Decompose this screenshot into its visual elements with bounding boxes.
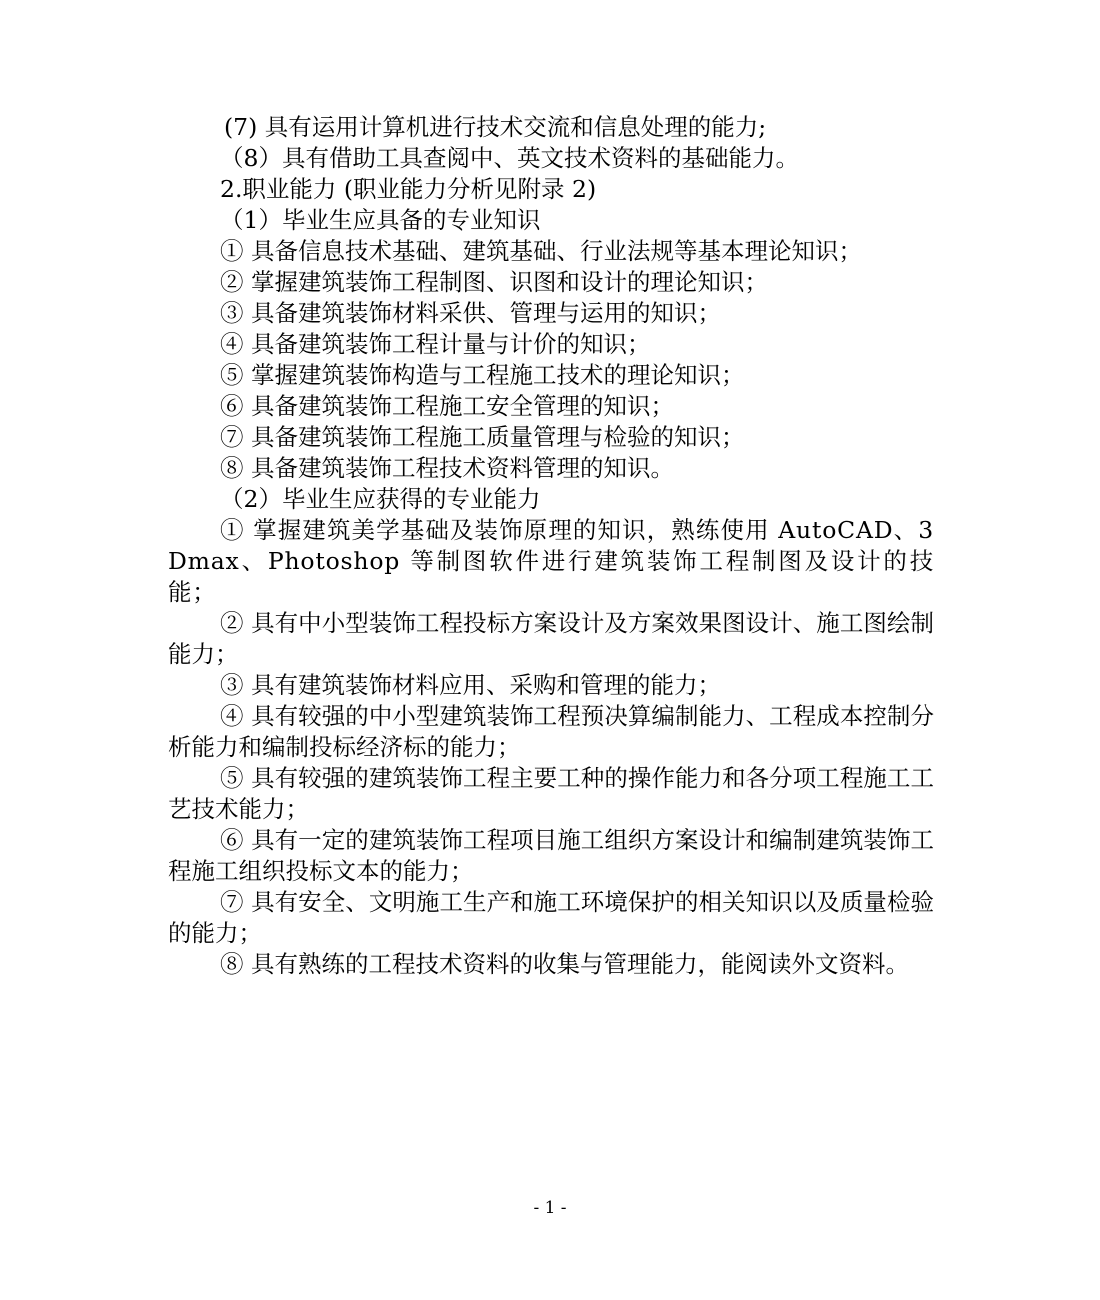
knowledge-item-6: ⑥ 具备建筑装饰工程施工安全管理的知识； xyxy=(220,392,674,420)
page-number: - 1 - xyxy=(533,1198,567,1218)
paragraph-ability-8: （8）具有借助工具查阅中、英文技术资料的基础能力。 xyxy=(220,144,799,172)
knowledge-item-1: ① 具备信息技术基础、建筑基础、行业法规等基本理论知识； xyxy=(220,237,862,265)
knowledge-item-4: ④ 具备建筑装饰工程计量与计价的知识； xyxy=(220,330,651,358)
ability-item-5: ⑤ 具有较强的建筑装饰工程主要工种的操作能力和各分项工程施工工艺技术能力； xyxy=(168,764,934,823)
ability-item-3: ③ 具有建筑装饰材料应用、采购和管理的能力； xyxy=(220,671,721,699)
knowledge-item-7: ⑦ 具备建筑装饰工程施工质量管理与检验的知识； xyxy=(220,423,745,451)
knowledge-item-8: ⑧ 具备建筑装饰工程技术资料管理的知识。 xyxy=(220,454,674,482)
ability-item-7: ⑦ 具有安全、文明施工生产和施工环境保护的相关知识以及质量检验的能力； xyxy=(168,888,934,947)
subheading-knowledge: （1）毕业生应具备的专业知识 xyxy=(220,206,541,234)
knowledge-item-2: ② 掌握建筑装饰工程制图、识图和设计的理论知识； xyxy=(220,268,768,296)
ability-item-1: ① 掌握建筑美学基础及装饰原理的知识，熟练使用 AutoCAD、3Dmax、Photoshop 等制图软件进行建筑装饰工程制图及设计的技能； xyxy=(168,516,934,606)
ability-item-8: ⑧ 具有熟练的工程技术资料的收集与管理能力，能阅读外文资料。 xyxy=(220,950,909,978)
ability-item-4: ④ 具有较强的中小型建筑装饰工程预决算编制能力、工程成本控制分析能力和编制投标经济标的能力； xyxy=(168,702,934,761)
subheading-professional-ability: （2）毕业生应获得的专业能力 xyxy=(220,485,541,513)
document-body xyxy=(168,112,934,980)
ability-item-2: ② 具有中小型装饰工程投标方案设计及方案效果图设计、施工图绘制能力； xyxy=(168,609,934,668)
section-heading-vocational-ability: 2.职业能力 (职业能力分析见附录 2) xyxy=(220,175,597,203)
knowledge-item-5: ⑤ 掌握建筑装饰构造与工程施工技术的理论知识； xyxy=(220,361,745,389)
ability-item-6: ⑥ 具有一定的建筑装饰工程项目施工组织方案设计和编制建筑装饰工程施工组织投标文本的能力； xyxy=(168,826,934,885)
knowledge-item-3: ③ 具备建筑装饰材料采供、管理与运用的知识； xyxy=(220,299,721,327)
paragraph-ability-7: (7) 具有运用计算机进行技术交流和信息处理的能力; xyxy=(224,113,767,141)
